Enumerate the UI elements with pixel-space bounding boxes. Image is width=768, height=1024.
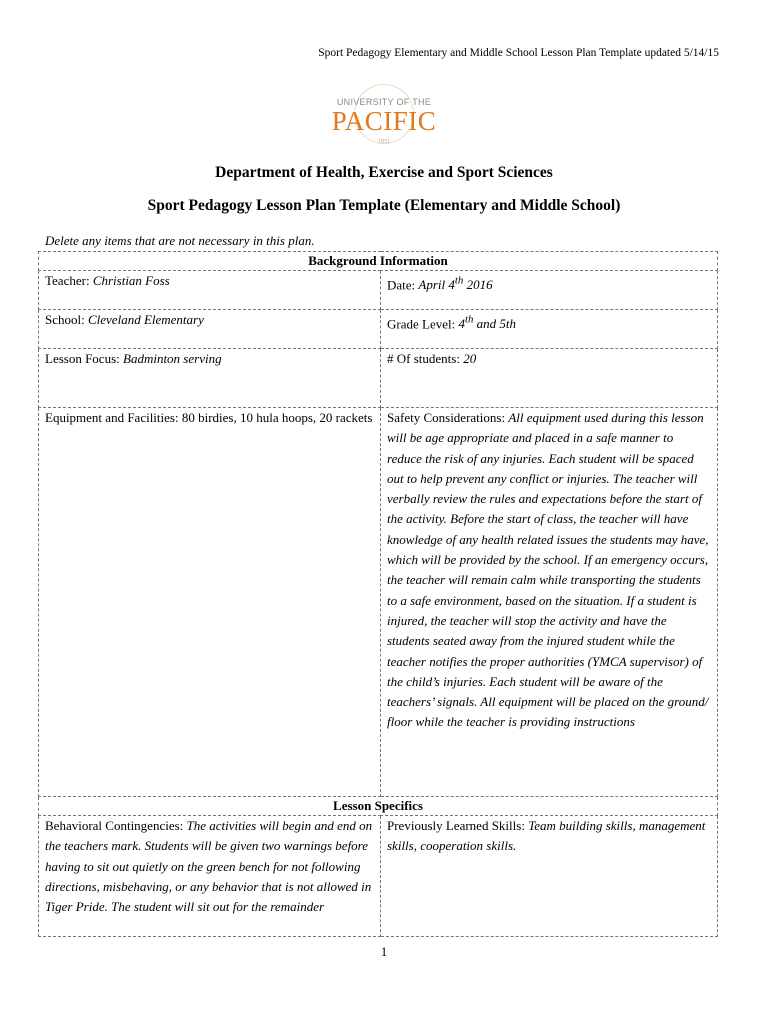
school-value: Cleveland Elementary [87, 312, 204, 327]
safety-cell [381, 408, 718, 797]
students-cell [381, 349, 718, 408]
equipment-text: Equipment and Facilities: 80 birdies, 10 hula hoops, 20 rackets [45, 410, 373, 425]
teacher-value: Christian Foss [92, 273, 170, 288]
behavioral-value: The activities will begin and end on the teachers mark. Students will be given two warnings before having to sit out quietly on the green bench for not following directions, misbehaving, or any behavior that is not allowed in Tiger Pride. The student will sit out for the remainder [45, 818, 373, 915]
focus-students-row [39, 349, 718, 408]
equipment-safety-row [39, 408, 718, 797]
behavioral-cell [39, 816, 381, 937]
grade-value: 4th and 5th [458, 314, 517, 332]
background-heading: Background Information [39, 252, 718, 271]
skills-value: Team building skills, management skills, cooperation skills. [387, 818, 706, 854]
page-header: Sport Pedagogy Elementary and Middle School Lesson Plan Template updated 5/14/15 [318, 47, 719, 59]
logo-pacific-text: PACIFIC [331, 106, 437, 136]
date-label: Date: [387, 277, 419, 293]
specifics-heading-row [39, 797, 718, 816]
school-label: School: [45, 312, 88, 327]
specifics-heading: Lesson Specifics [39, 797, 718, 816]
students-value: 20 [463, 351, 477, 366]
date-value: April 4th 2016 [418, 275, 493, 293]
grade-cell [381, 310, 718, 349]
safety-label: Safety Considerations: [387, 410, 509, 425]
logo-university-text: UNIVERSITY OF THE [336, 97, 432, 107]
school-grade-row [39, 310, 718, 349]
focus-value: Badminton serving [123, 351, 222, 366]
teacher-label: Teacher: [45, 273, 93, 288]
department-title: Department of Health, Exercise and Sport Sciences [215, 164, 553, 181]
template-title: Sport Pedagogy Lesson Plan Template (Elementary and Middle School) [147, 197, 621, 214]
page-number: 1 [380, 944, 388, 959]
grade-label: Grade Level: [387, 316, 459, 332]
behavioral-label: Behavioral Contingencies: [45, 818, 187, 833]
teacher-cell [39, 271, 381, 310]
university-logo [330, 84, 438, 154]
behavioral-skills-row [39, 816, 718, 937]
instruction-note: Delete any items that are not necessary in this plan. [45, 233, 315, 248]
lesson-plan-table [38, 251, 718, 937]
background-heading-row [39, 252, 718, 271]
date-cell [381, 271, 718, 310]
focus-cell [39, 349, 381, 408]
teacher-date-row [39, 271, 718, 310]
skills-cell [381, 816, 718, 937]
school-cell [39, 310, 381, 349]
equipment-cell [39, 408, 381, 797]
focus-label: Lesson Focus: [45, 351, 123, 366]
safety-value: All equipment used during this lesson will be age appropriate and placed in a safe manner to reduce the risk of any injuries. Each student will be spaced out to help prevent any conflict or injuries. The teacher will verbally review the rules and expectations before the start of the activity. Before the start of class, the teacher will have knowledge of any health related issues the students may have, which will be provided by the school. If an emergency occurs, the teacher will remain calm while transporting the students to a safe environment, based on the situation. If a student is injured, the teacher will stop the activity and have the students seated away from the injured student while the teacher notifies the proper authorities (YMCA supervisor) of the child’s injuries. Each student will be aware of the teachers’ signals. All equipment will be placed on the ground/ floor while the teacher is providing instructions [387, 410, 709, 730]
students-label: # Of students: [387, 351, 464, 366]
logo-year-text: 1851 [378, 139, 390, 145]
skills-label: Previously Learned Skills: [387, 818, 529, 833]
